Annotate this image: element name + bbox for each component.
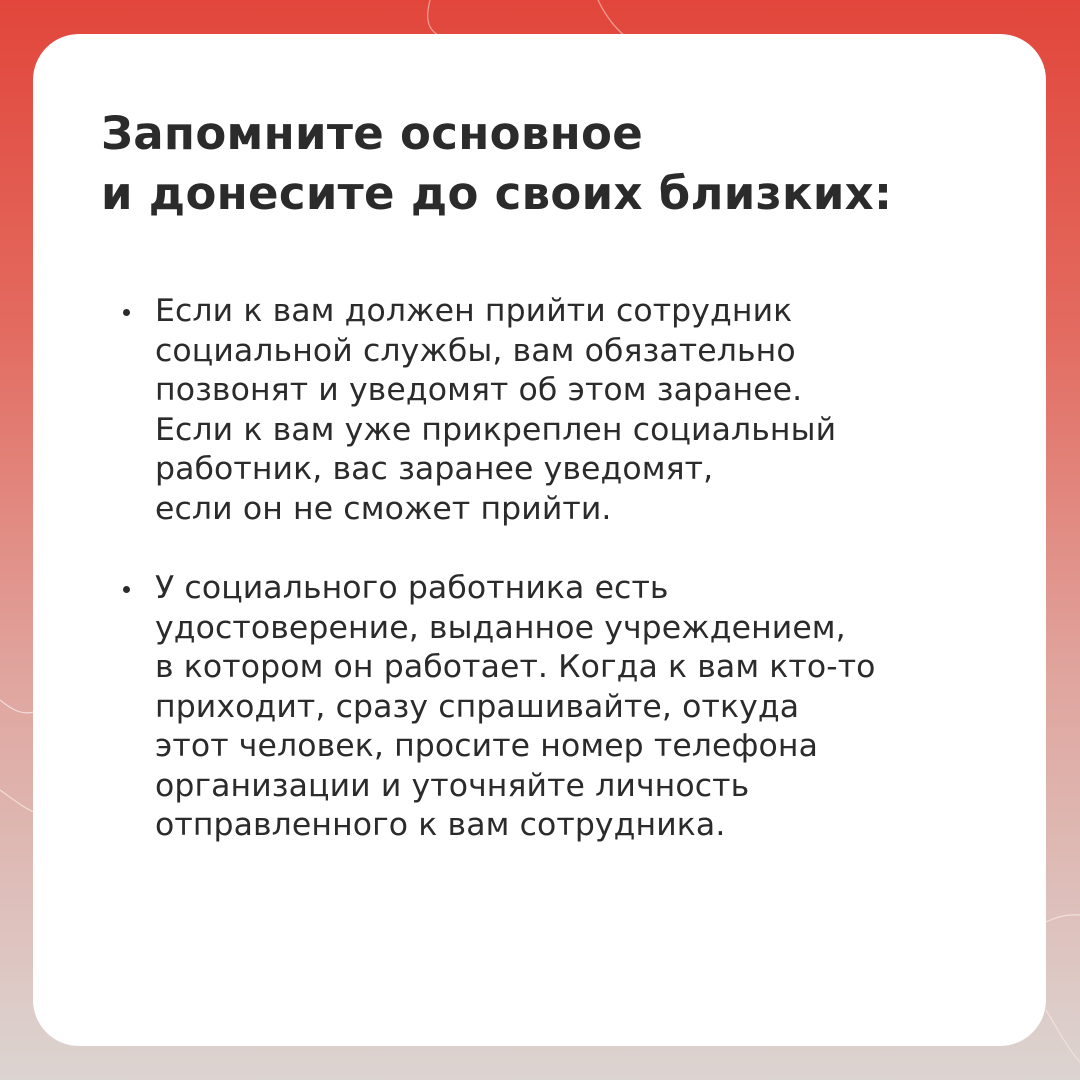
text-line: удостоверение, выданное учреждением, [155, 609, 846, 646]
text-line: приходит, сразу спрашивайте, откуда [155, 688, 800, 725]
list-item-text [155, 569, 1001, 846]
text-line: позвонят и уведомят об этом заранее. [155, 372, 803, 408]
text-line: организации и уточняйте личность [155, 767, 750, 804]
text-line: Если к вам уже прикреплен социальный [155, 411, 837, 448]
page-title [101, 104, 1001, 224]
list-item-text [155, 292, 1001, 529]
bullet-dot-icon [123, 309, 130, 316]
list-item [101, 292, 1001, 529]
text-line: в котором он работает. Когда к вам кто-то [155, 649, 876, 685]
text-line: если он не сможет прийти. [155, 490, 612, 527]
text-line: социальной службы, вам обязательно [155, 332, 796, 369]
bullet-dot-icon [123, 586, 130, 593]
bullet-list [101, 292, 1001, 886]
text-line: отправленного к вам сотрудника. [155, 807, 726, 843]
text-line: работник, вас заранее уведомят, [155, 451, 714, 487]
content-card [33, 34, 1046, 1046]
text-line: этот человек, просите номер телефона [155, 728, 819, 764]
title-line-1: Запомните основное [101, 107, 644, 160]
text-line: Если к вам должен прийти сотрудник [155, 293, 793, 329]
title-line-2: и донесите до своих близких: [101, 167, 893, 220]
list-item [101, 569, 1001, 846]
text-line: У социального работника есть [155, 570, 669, 606]
